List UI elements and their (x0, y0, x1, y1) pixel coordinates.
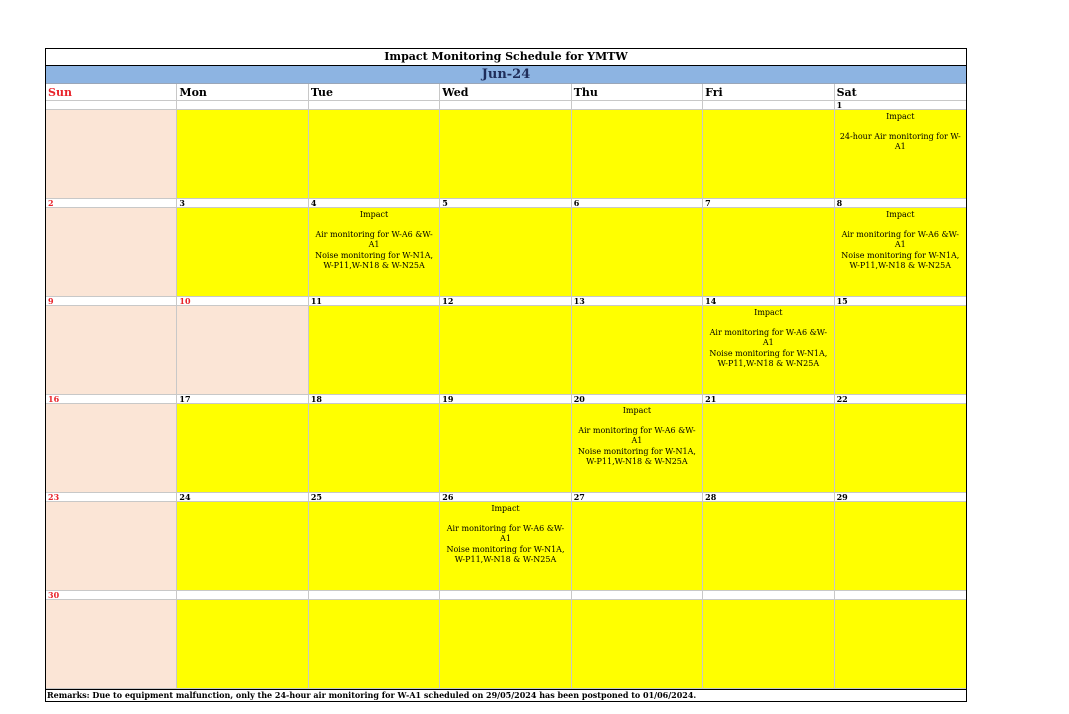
event-detail: Air monitoring for W-A6 &W-A1 (578, 426, 696, 446)
date-label: 20 (572, 395, 703, 404)
date-label: 19 (440, 395, 571, 404)
event-detail: 24-hour Air monitoring for W-A1 (839, 132, 961, 152)
dow-mon: Mon (177, 84, 308, 101)
day-cell (572, 306, 703, 395)
schedule-title: Impact Monitoring Schedule for YMTW (46, 49, 966, 66)
day-cell (703, 208, 834, 297)
day-cell (835, 110, 966, 199)
date-label: 12 (440, 297, 571, 306)
day-cell (177, 208, 308, 297)
date-label: 15 (835, 297, 966, 306)
day-cell (835, 208, 966, 297)
dow-fri: Fri (703, 84, 834, 101)
date-label: 14 (703, 297, 834, 306)
event-detail: Noise monitoring for W-N1A, (841, 250, 960, 260)
date-label: 4 (309, 199, 440, 208)
date-label: 22 (835, 395, 966, 404)
day-cell (46, 404, 177, 493)
date-label: 30 (46, 591, 177, 600)
day-cell (440, 404, 571, 493)
date-label: 6 (572, 199, 703, 208)
day-cell (703, 110, 834, 199)
date-label (177, 101, 308, 110)
day-cell (835, 306, 966, 395)
days-of-week-row (46, 84, 966, 101)
day-cell (572, 404, 703, 493)
day-cell (440, 208, 571, 297)
event-detail: W-P11,W-N18 & W-N25A (586, 456, 688, 466)
day-cell (835, 600, 966, 689)
dow-sun: Sun (46, 84, 177, 101)
date-label: 13 (572, 297, 703, 306)
day-cell (572, 502, 703, 591)
event-detail: Air monitoring for W-A6 &W-A1 (446, 524, 565, 544)
date-label (703, 101, 834, 110)
date-label: 11 (309, 297, 440, 306)
day-cell (309, 404, 440, 493)
date-label: 23 (46, 493, 177, 502)
day-cell (440, 110, 571, 199)
event-spacer (311, 220, 437, 230)
date-label: 29 (835, 493, 966, 502)
event-detail: Noise monitoring for W-N1A, (709, 348, 828, 358)
event-detail: Noise monitoring for W-N1A, (446, 544, 565, 554)
date-label: 8 (835, 199, 966, 208)
date-label: 28 (703, 493, 834, 502)
day-cell (177, 110, 308, 199)
date-label: 1 (835, 101, 966, 110)
date-label (572, 101, 703, 110)
day-cell (703, 502, 834, 591)
day-cell (835, 502, 966, 591)
date-label (572, 591, 703, 600)
day-cell (703, 306, 834, 395)
day-cell (177, 600, 308, 689)
date-label: 9 (46, 297, 177, 306)
event-detail: Noise monitoring for W-N1A, (315, 250, 434, 260)
remarks-note: Remarks: Due to equipment malfunction, only the 24-hour air monitoring for W-A1 scheduled on 29/05/2024 has been postponed to 01/06/2024. (46, 689, 966, 701)
event-type: Impact (754, 308, 783, 317)
date-label: 3 (177, 199, 308, 208)
day-cell (703, 404, 834, 493)
day-cell (703, 600, 834, 689)
day-cell (177, 306, 308, 395)
dow-wed: Wed (440, 84, 571, 101)
event-detail: W-P11,W-N18 & W-N25A (323, 260, 425, 270)
month-header: Jun-24 (46, 66, 966, 84)
day-cell (572, 110, 703, 199)
event-spacer (837, 220, 964, 230)
event-spacer (574, 416, 700, 426)
date-label (835, 591, 966, 600)
day-cell (440, 502, 571, 591)
event-type: Impact (622, 406, 652, 415)
day-cell (46, 600, 177, 689)
dow-thu: Thu (572, 84, 703, 101)
date-label (309, 101, 440, 110)
event-detail: Air monitoring for W-A6 &W-A1 (315, 230, 433, 250)
event-type: Impact (886, 112, 915, 121)
date-label: 26 (440, 493, 571, 502)
schedule-sheet (45, 48, 967, 702)
event-detail: Air monitoring for W-A6 &W-A1 (709, 328, 828, 348)
date-label: 7 (703, 199, 834, 208)
date-label: 16 (46, 395, 177, 404)
event-detail: W-P11,W-N18 & W-N25A (717, 358, 820, 368)
calendar-grid (46, 101, 966, 689)
day-cell (835, 404, 966, 493)
date-label: 17 (177, 395, 308, 404)
event-type: Impact (491, 504, 520, 513)
event-detail: Noise monitoring for W-N1A, (577, 446, 696, 456)
date-label (440, 591, 571, 600)
event-spacer (705, 318, 831, 328)
dow-sat: Sat (835, 84, 966, 101)
day-cell (177, 404, 308, 493)
event-detail: W-P11,W-N18 & W-N25A (849, 260, 952, 270)
event-type: Impact (886, 210, 915, 219)
event-detail: Air monitoring for W-A6 &W-A1 (841, 230, 959, 250)
date-label: 21 (703, 395, 834, 404)
event-spacer (837, 122, 964, 132)
day-cell (177, 502, 308, 591)
day-cell (440, 600, 571, 689)
date-label (309, 591, 440, 600)
day-cell (572, 208, 703, 297)
date-label: 25 (309, 493, 440, 502)
date-label: 18 (309, 395, 440, 404)
day-cell (309, 208, 440, 297)
date-label: 27 (572, 493, 703, 502)
day-cell (309, 502, 440, 591)
day-cell (46, 110, 177, 199)
date-label (46, 101, 177, 110)
date-label (703, 591, 834, 600)
dow-tue: Tue (309, 84, 440, 101)
date-label: 5 (440, 199, 571, 208)
day-cell (309, 110, 440, 199)
day-cell (46, 502, 177, 591)
day-cell (46, 306, 177, 395)
day-cell (309, 600, 440, 689)
day-cell (572, 600, 703, 689)
date-label: 10 (177, 297, 308, 306)
event-detail: W-P11,W-N18 & W-N25A (454, 554, 557, 564)
date-label: 24 (177, 493, 308, 502)
day-cell (440, 306, 571, 395)
event-type: Impact (359, 210, 389, 219)
event-spacer (442, 514, 568, 524)
date-label: 2 (46, 199, 177, 208)
day-cell (46, 208, 177, 297)
date-label (177, 591, 308, 600)
date-label (440, 101, 571, 110)
day-cell (309, 306, 440, 395)
